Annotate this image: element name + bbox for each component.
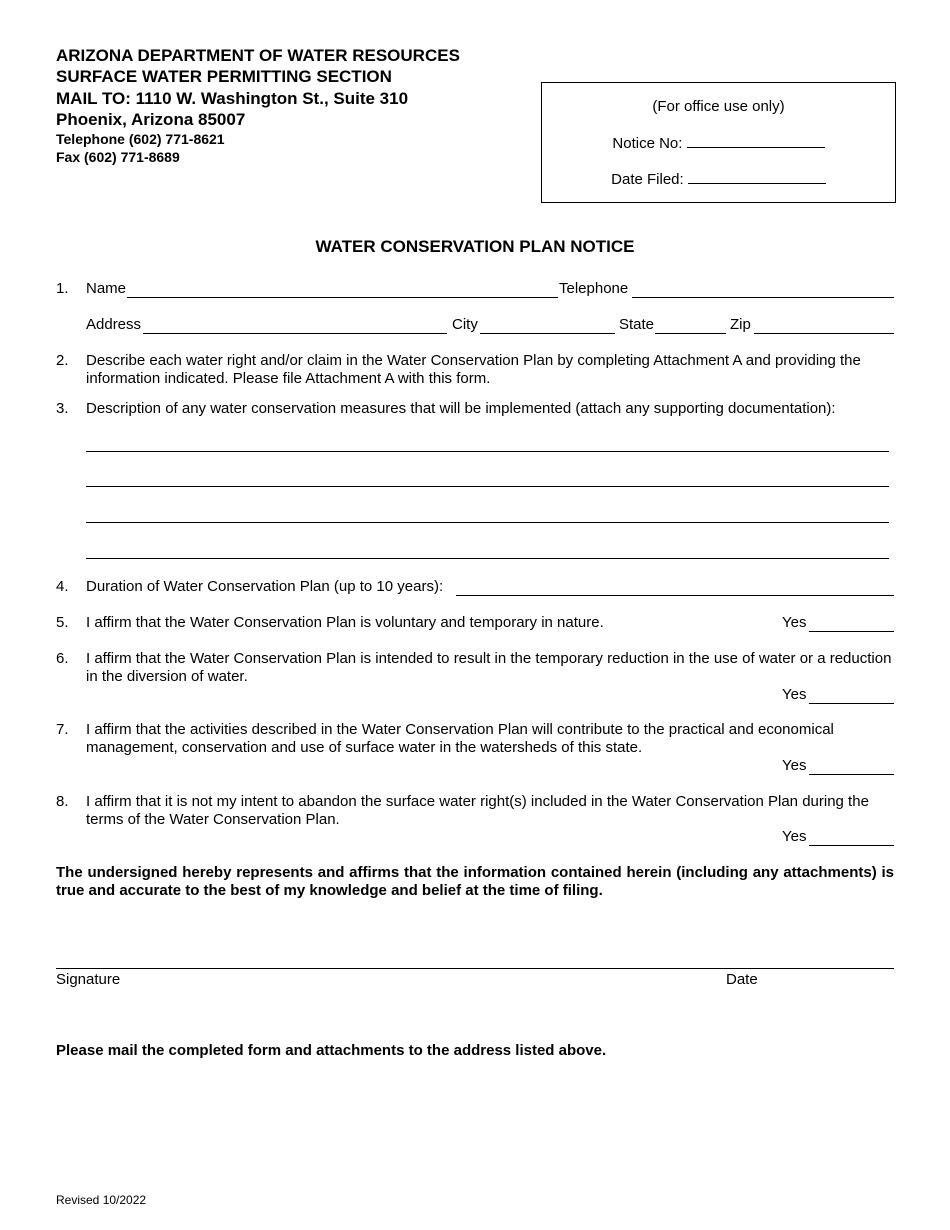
item-5-text: I affirm that the Water Conservation Plan is voluntary and temporary in nature. [86, 614, 604, 631]
item-6-yes-label: Yes [782, 686, 807, 703]
notice-no-field[interactable] [687, 133, 825, 148]
item-8-yes-field[interactable] [809, 845, 894, 846]
item-4-number: 4. [56, 578, 69, 595]
item-7-number: 7. [56, 721, 69, 738]
item-6-number: 6. [56, 650, 69, 667]
zip-field[interactable] [754, 333, 894, 334]
date-filed-row [542, 169, 895, 188]
office-use-heading: (For office use only) [652, 98, 785, 115]
measures-line-1[interactable] [86, 451, 889, 452]
city-field[interactable] [480, 333, 615, 334]
name-label: Name [86, 280, 127, 297]
mail-to-address: MAIL TO: 1110 W. Washington St., Suite 310 [56, 89, 409, 108]
duration-field[interactable] [456, 595, 894, 596]
revision-date: Revised 10/2022 [56, 1193, 147, 1207]
measures-line-2[interactable] [86, 486, 889, 487]
item-7-text: I affirm that the activities described in the Water Conservation Plan will contribute to the practical and economical management, conservation and use of surface water in the watersheds of this state. [86, 721, 834, 756]
mail-instruction: Please mail the completed form and attachments to the address listed above. [56, 1042, 607, 1059]
item-5-yes-label: Yes [782, 614, 807, 631]
date-label: Date [726, 971, 758, 988]
state-field[interactable] [655, 333, 726, 334]
address-label: Address [86, 316, 142, 333]
measures-line-4[interactable] [86, 558, 889, 559]
item-8-text: I affirm that it is not my intent to abandon the surface water right(s) included in the Water Conservation Plan during the terms of the Water Conservation Plan. [86, 793, 869, 828]
notice-no-label: Notice No: [612, 135, 683, 152]
item-3-number: 3. [56, 400, 69, 417]
date-filed-label: Date Filed: [611, 171, 684, 188]
fax-number: Fax (602) 771-8689 [56, 149, 180, 165]
item-4-text: Duration of Water Conservation Plan (up to 10 years): [86, 578, 444, 595]
item-7-yes-field[interactable] [809, 774, 894, 775]
address-field[interactable] [143, 333, 447, 334]
city-label: City [452, 316, 478, 333]
telephone-field[interactable] [632, 297, 894, 298]
item-8-number: 8. [56, 793, 69, 810]
name-field[interactable] [127, 297, 558, 298]
item-5-yes-field[interactable] [809, 631, 894, 632]
measures-line-3[interactable] [86, 522, 889, 523]
office-use-box [541, 82, 896, 203]
item-7-yes-label: Yes [782, 757, 807, 774]
item-3-text: Description of any water conservation measures that will be implemented (attach any supporting documentation): [86, 400, 836, 417]
zip-label: Zip [730, 316, 751, 333]
section-name: SURFACE WATER PERMITTING SECTION [56, 67, 392, 86]
date-filed-field[interactable] [688, 169, 826, 184]
item-2-text: Describe each water right and/or claim in the Water Conservation Plan by completing Attachment A and providing the information indicated. Please file Attachment A with this form. [86, 352, 861, 387]
state-label: State [619, 316, 655, 333]
signature-line[interactable] [56, 968, 894, 969]
telephone-label: Telephone [559, 280, 629, 297]
item-2-number: 2. [56, 352, 69, 369]
agency-name: ARIZONA DEPARTMENT OF WATER RESOURCES [56, 46, 460, 65]
notice-no-row [542, 133, 895, 152]
item-8-yes-label: Yes [782, 828, 807, 845]
city-state-zip: Phoenix, Arizona 85007 [56, 110, 246, 129]
item-6-yes-field[interactable] [809, 703, 894, 704]
form-title: WATER CONSERVATION PLAN NOTICE [315, 237, 635, 256]
signature-label: Signature [56, 971, 121, 988]
item-6-text: I affirm that the Water Conservation Plan is intended to result in the temporary reduction in the use of water or a reduction in the diversion of water. [86, 650, 892, 685]
affirmation-statement: The undersigned hereby represents and affirms that the information contained herein (including any attachments) is true and accurate to the best of my knowledge and belief at the time of filing. [56, 864, 894, 899]
item-1-number: 1. [56, 280, 69, 297]
telephone-number: Telephone (602) 771-8621 [56, 131, 225, 147]
item-5-number: 5. [56, 614, 69, 631]
